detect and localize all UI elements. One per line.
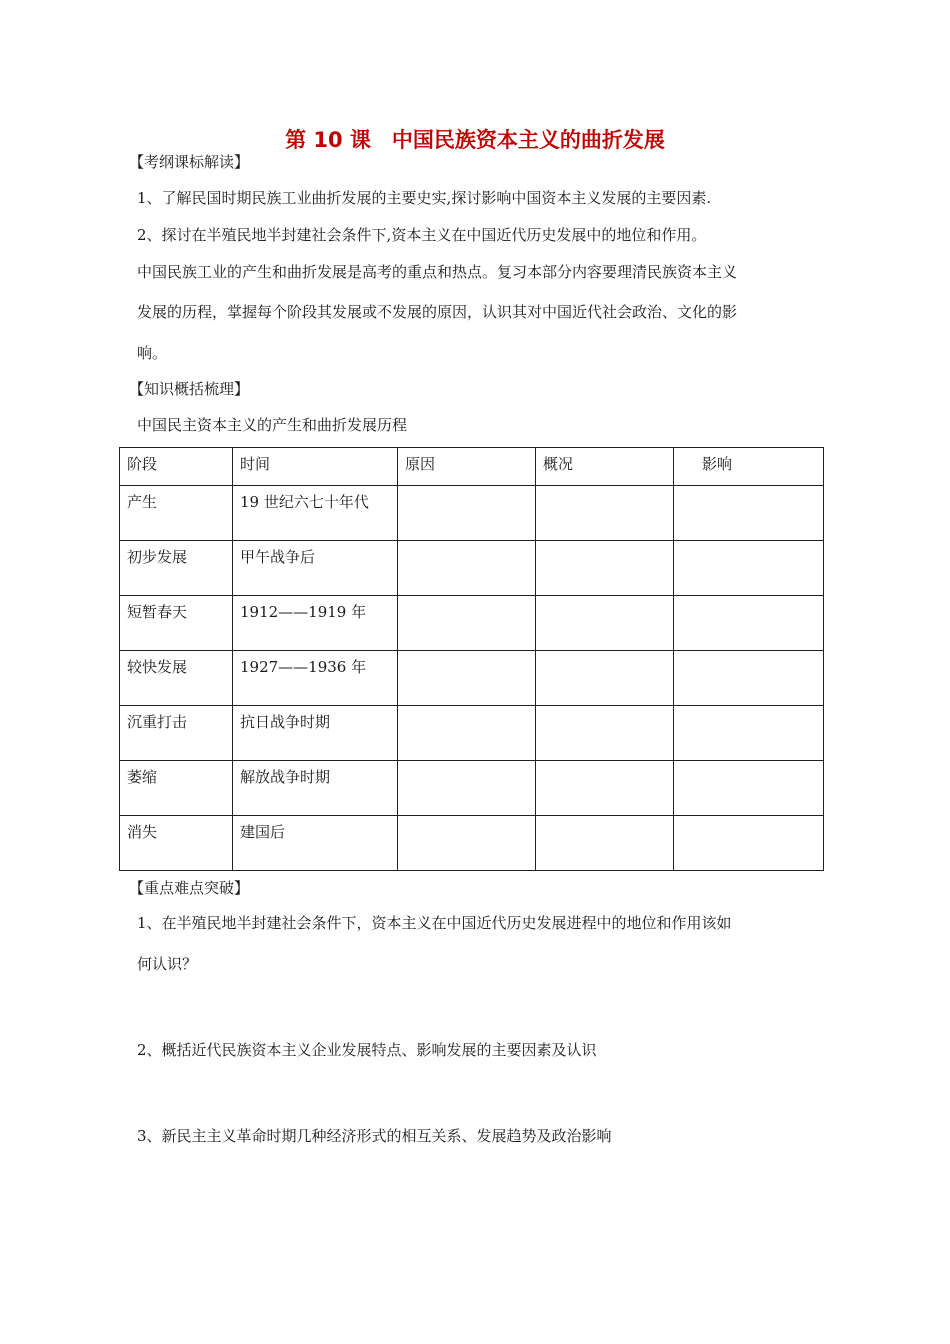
- reason-cell: [398, 706, 536, 761]
- reason-cell: [398, 816, 536, 871]
- time-cell: 1927——1936 年: [233, 651, 398, 706]
- overview-cell: [536, 816, 674, 871]
- overview-cell: [536, 486, 674, 541]
- overview-cell: [536, 651, 674, 706]
- question-1-line-2: 何认识？: [137, 955, 198, 973]
- impact-cell: [674, 596, 824, 651]
- syllabus-item-2: 2、探讨在半殖民地半封建社会条件下,资本主义在中国近代历史发展中的地位和作用。: [137, 226, 707, 244]
- syllabus-paragraph-line-3: 响。: [137, 344, 168, 362]
- stage-cell: 较快发展: [120, 651, 233, 706]
- time-cell: 抗日战争时期: [233, 706, 398, 761]
- overview-cell: [536, 761, 674, 816]
- time-cell: 1912——1919 年: [233, 596, 398, 651]
- column-header: 概况: [536, 448, 674, 486]
- impact-cell: [674, 651, 824, 706]
- column-header: 影响: [674, 448, 824, 486]
- stage-cell: 萎缩: [120, 761, 233, 816]
- reason-cell: [398, 761, 536, 816]
- syllabus-paragraph-line-2: 发展的历程，掌握每个阶段其发展或不发展的原因，认识其对中国近代社会政治、文化的影: [137, 303, 738, 321]
- question-2: 2、概括近代民族资本主义企业发展特点、影响发展的主要因素及认识: [137, 1041, 597, 1059]
- syllabus-paragraph-line-1: 中国民族工业的产生和曲折发展是高考的重点和热点。复习本部分内容要理清民族资本主义: [137, 263, 738, 281]
- reason-cell: [398, 486, 536, 541]
- reason-cell: [398, 596, 536, 651]
- section-heading-key-points: 【重点难点突破】: [129, 879, 250, 897]
- section-heading-knowledge: 【知识概括梳理】: [129, 380, 250, 398]
- question-3: 3、新民主主义革命时期几种经济形式的相互关系、发展趋势及政治影响: [137, 1127, 612, 1145]
- overview-cell: [536, 541, 674, 596]
- column-header: 阶段: [120, 448, 233, 486]
- table-row: [120, 486, 824, 541]
- time-cell: 建国后: [233, 816, 398, 871]
- impact-cell: [674, 486, 824, 541]
- impact-cell: [674, 541, 824, 596]
- stage-cell: 沉重打击: [120, 706, 233, 761]
- column-header: 时间: [233, 448, 398, 486]
- impact-cell: [674, 816, 824, 871]
- stage-cell: 产生: [120, 486, 233, 541]
- table-row: [120, 706, 824, 761]
- table-row: [120, 761, 824, 816]
- reason-cell: [398, 541, 536, 596]
- table-header-row: [120, 448, 824, 486]
- time-cell: 解放战争时期: [233, 761, 398, 816]
- table-row: [120, 651, 824, 706]
- stage-cell: 短暂春天: [120, 596, 233, 651]
- impact-cell: [674, 761, 824, 816]
- table-row: [120, 541, 824, 596]
- time-cell: 甲午战争后: [233, 541, 398, 596]
- question-1-line-1: 1、在半殖民地半封建社会条件下，资本主义在中国近代历史发展进程中的地位和作用该如: [137, 914, 732, 932]
- impact-cell: [674, 706, 824, 761]
- section-heading-syllabus: 【考纲课标解读】: [129, 153, 250, 171]
- stage-cell: 消失: [120, 816, 233, 871]
- time-cell: 19 世纪六七十年代: [233, 486, 398, 541]
- overview-cell: [536, 706, 674, 761]
- stage-cell: 初步发展: [120, 541, 233, 596]
- table-title: 中国民主资本主义的产生和曲折发展历程: [137, 416, 408, 434]
- page-title: 第 10 课 中国民族资本主义的曲折发展: [285, 128, 665, 152]
- table-row: [120, 816, 824, 871]
- stages-table: [119, 447, 824, 871]
- table-row: [120, 596, 824, 651]
- column-header: 原因: [398, 448, 536, 486]
- overview-cell: [536, 596, 674, 651]
- reason-cell: [398, 651, 536, 706]
- syllabus-item-1: 1、了解民国时期民族工业曲折发展的主要史实,探讨影响中国资本主义发展的主要因素.: [137, 189, 712, 207]
